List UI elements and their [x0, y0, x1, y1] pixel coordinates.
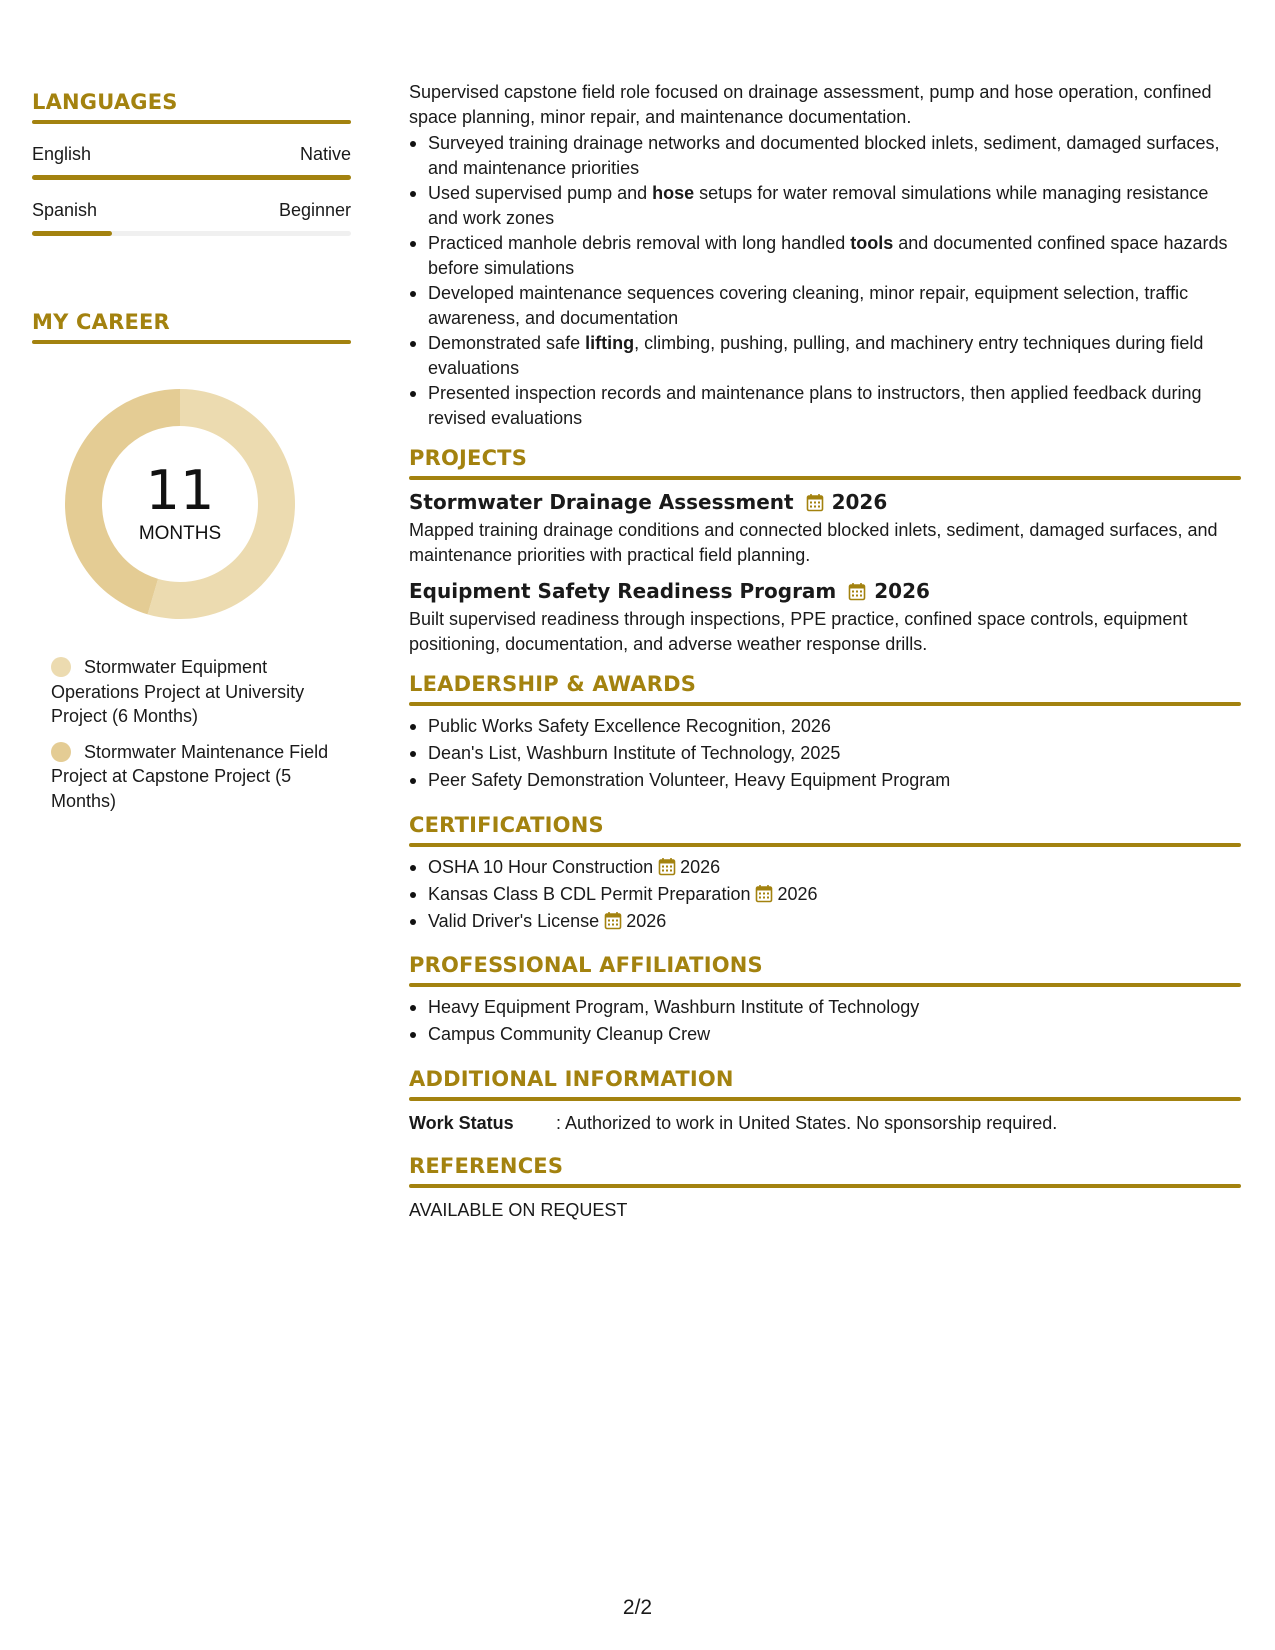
calendar-icon [755, 884, 773, 903]
language-name: English [32, 144, 92, 164]
experience-section [409, 80, 1241, 430]
section-divider [32, 340, 351, 344]
work-status-label: Work Status [409, 1112, 514, 1133]
career-legend-label: Stormwater Equipment Operations Project at University Project (6 Months) [51, 657, 305, 726]
language-level: Beginner [278, 200, 351, 220]
references-text: AVAILABLE ON REQUEST [409, 1199, 628, 1220]
certification-item: Kansas Class B CDL Permit Preparation 2026 [428, 882, 1241, 907]
project-item [409, 579, 1241, 656]
experience-bullet: Developed maintenance sequences covering cleaning, minor repair, equipment selection, traffic awareness, and documentation [428, 281, 1241, 330]
project-year: 2026 [874, 579, 930, 603]
calendar-icon [658, 857, 676, 876]
projects-title: PROJECTS [409, 446, 528, 470]
projects-section [409, 446, 1241, 656]
career-section [32, 310, 351, 813]
project-description: Mapped training drainage conditions and connected blocked inlets, sediment, damaged surfaces, and maintenance priorities with practical field planning. [409, 520, 1218, 565]
leadership-section [409, 672, 1241, 793]
career-legend [32, 655, 351, 813]
certification-item: Valid Driver's License 2026 [428, 909, 1241, 934]
affiliation-item: Campus Community Cleanup Crew [428, 1022, 1241, 1047]
legend-dot-icon [51, 742, 71, 762]
language-level-fill [32, 175, 351, 180]
references-section [409, 1154, 1241, 1221]
section-divider [409, 702, 1241, 706]
language-level-bar [32, 175, 351, 180]
leadership-item: Peer Safety Demonstration Volunteer, Heavy Equipment Program [428, 768, 1241, 793]
work-status-value: : Authorized to work in United States. No sponsorship required. [556, 1112, 1058, 1133]
career-total-unit: MONTHS [138, 523, 222, 544]
language-level: Native [299, 144, 351, 164]
affiliations-list [409, 995, 1241, 1047]
section-divider [409, 1184, 1241, 1188]
certifications-section [409, 813, 1241, 934]
certification-item: OSHA 10 Hour Construction 2026 [428, 855, 1241, 880]
leadership-title: LEADERSHIP & AWARDS [409, 672, 697, 696]
legend-dot-icon [51, 657, 71, 677]
project-name: Equipment Safety Readiness Program [409, 579, 837, 603]
right-column [409, 80, 1241, 1221]
language-name: Spanish [32, 200, 98, 220]
career-legend-item [51, 655, 351, 729]
project-item [409, 490, 1241, 567]
certifications-list [409, 855, 1241, 934]
calendar-icon [604, 911, 622, 930]
experience-bullet: Demonstrated safe lifting, climbing, pushing, pulling, and machinery entry techniques during field evaluations [428, 331, 1241, 380]
additional-section [409, 1067, 1241, 1134]
page-number: 2/2 [622, 1596, 653, 1619]
experience-bullet: Used supervised pump and hose setups for water removal simulations while managing resistance and work zones [428, 181, 1241, 230]
career-total-months: 11 [145, 459, 215, 522]
experience-bullet: Surveyed training drainage networks and documented blocked inlets, sediment, damaged surfaces, and maintenance priorities [428, 131, 1241, 180]
languages-section [32, 90, 351, 236]
project-description: Built supervised readiness through inspections, PPE practice, confined space controls, equipment positioning, documentation, and adverse weather response drills. [409, 609, 1188, 654]
section-divider [32, 120, 351, 124]
work-status-row [409, 1113, 1241, 1134]
leadership-list [409, 714, 1241, 793]
certifications-title: CERTIFICATIONS [409, 812, 604, 837]
career-title: MY CAREER [32, 310, 170, 334]
experience-bullet: Presented inspection records and maintenance plans to instructors, then applied feedback during revised evaluations [428, 381, 1241, 430]
section-divider [409, 1097, 1241, 1101]
career-donut-chart [65, 389, 295, 619]
project-year: 2026 [831, 490, 888, 514]
language-item [32, 200, 351, 236]
language-level-fill [32, 231, 112, 236]
leadership-item: Public Works Safety Excellence Recognition, 2026 [428, 714, 1241, 739]
experience-bullet: Practiced manhole debris removal with long handled tools and documented confined space hazards before simulations [428, 231, 1241, 280]
languages-title: LANGUAGES [32, 90, 178, 114]
affiliations-section [409, 953, 1241, 1047]
section-divider [409, 983, 1241, 987]
project-name: Stormwater Drainage Assessment [409, 490, 794, 514]
affiliation-item: Heavy Equipment Program, Washburn Institute of Technology [428, 995, 1241, 1020]
section-divider [409, 843, 1241, 847]
section-divider [409, 476, 1241, 480]
affiliations-title: PROFESSIONAL AFFILIATIONS [409, 953, 763, 977]
calendar-icon [848, 582, 866, 601]
calendar-icon [806, 493, 824, 512]
references-title: REFERENCES [409, 1153, 564, 1178]
left-column [32, 90, 351, 824]
language-item [32, 144, 351, 180]
experience-bullets [409, 131, 1241, 430]
additional-title: ADDITIONAL INFORMATION [409, 1066, 734, 1091]
language-level-bar [32, 231, 351, 236]
career-legend-item [51, 740, 351, 814]
leadership-item: Dean's List, Washburn Institute of Technology, 2025 [428, 741, 1241, 766]
experience-intro: Supervised capstone field role focused on drainage assessment, pump and hose operation, confined space planning, minor repair, and maintenance documentation. [409, 82, 1212, 127]
career-legend-label: Stormwater Maintenance Field Project at Capstone Project (5 Months) [51, 741, 329, 811]
